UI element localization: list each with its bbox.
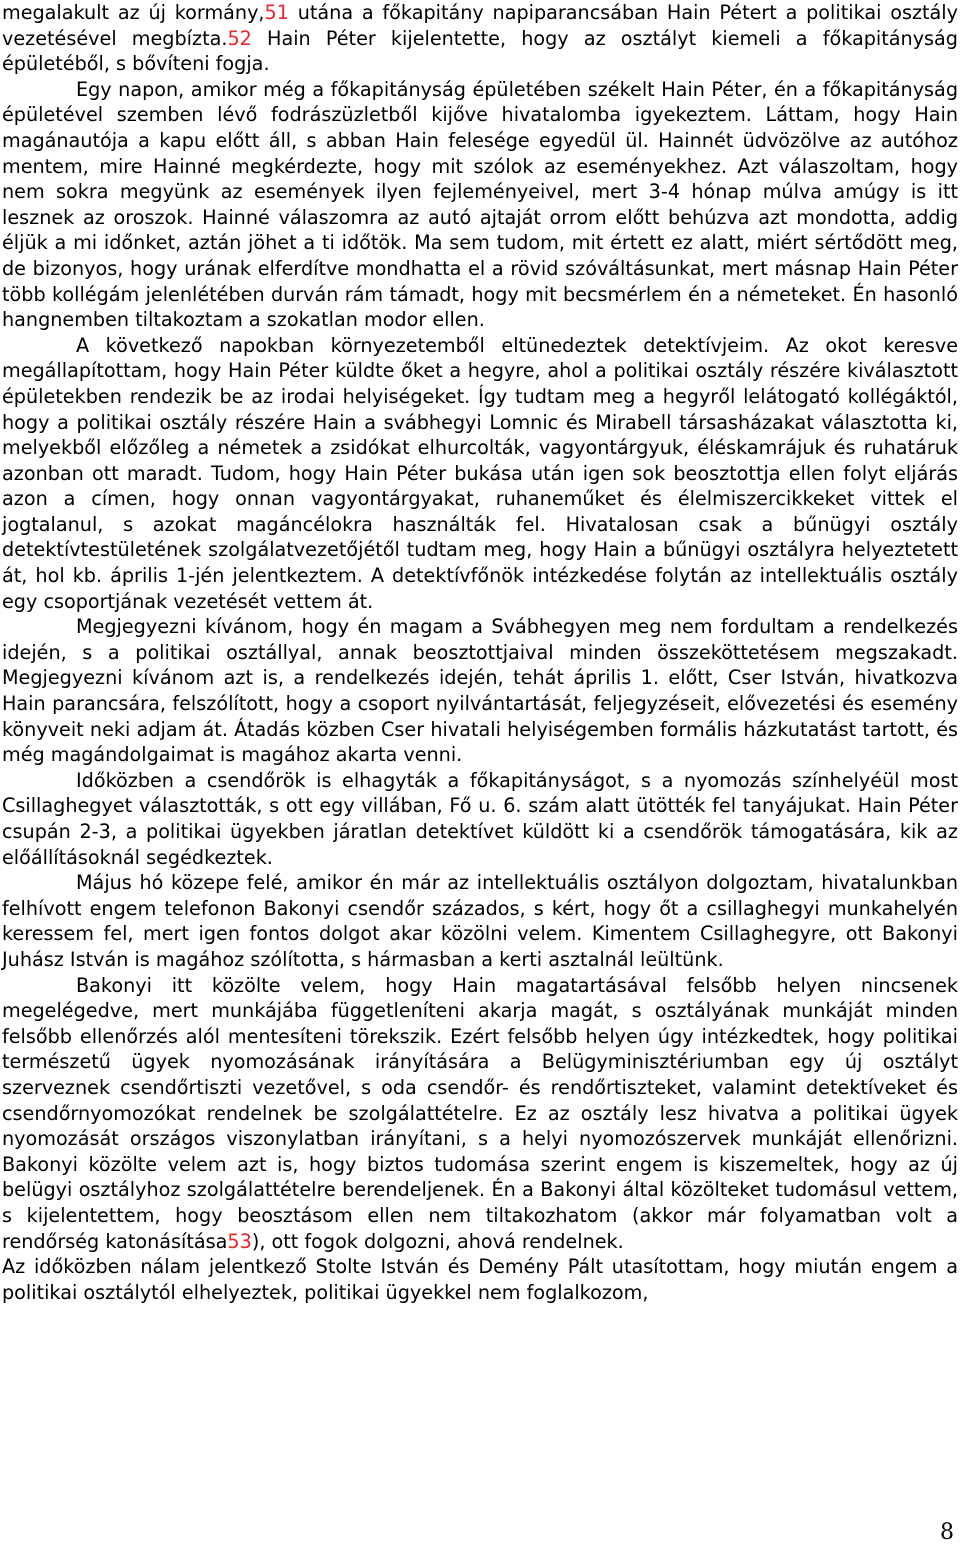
- paragraph-text: Hain Péter kijelentette, hogy az osztályt kiemeli a főkapitányság épületéből, s bővíteni fogja.: [2, 26, 958, 76]
- paragraph-text: A következő napokban környezetemből eltünedeztek detektívjeim. Az okot keresve megállapítottam, hogy Hain Péter küldte őket a hegyre, ahol a politikai osztály részére kiválasztott épületekben rendezik be az irodai helyiségeket. Így tudtam meg a hegyről lelátogató kollégáktól, hogy a politikai osztály részére Hain a svábhegyi Lomnic és Mirabell társasházakat választotta ki, melyekből előzőleg a németek a zsidókat elhurcolták, vagyontárgyuk, éléskamrájuk és ruhatáruk azonban ott maradt. Tudom, hogy Hain Péter bukása után igen sok beosztottja ellen folyt eljárás azon a címen, hogy onnan vagyontárgyakat, ruhaneműket és élelmiszercikkeket vittek el jogtalanul, s azokat magáncélokra használták fel. Hivatalosan csak a bűnügyi osztály detektívtestületének szolgálatvezetőjétől tudtam meg, hogy Hain a bűnügyi osztályra helyeztetett át, hol kb. április 1-jén jelentkeztem. A detektívfőnök intézkedése folytán az intellektuális osztály egy csoportjának vezetését vettem át.: [2, 333, 958, 613]
- paragraph: [2, 1254, 958, 1305]
- footnote-reference[interactable]: 51: [264, 1, 289, 24]
- paragraph: [2, 0, 958, 77]
- paragraph-text: Egy napon, amikor még a főkapitányság épületében székelt Hain Péter, én a főkapitányság épületével szemben lévő fodrászüzletből kijőve hivatalomba igyekeztem. Láttam, hogy Hain magánautója a kapu előtt áll, s abban Hain felesége egyedül ül. Hainnét üdvözölve az autóhoz mentem, mire Hainné megkérdezte, hogy mit szólok az eseményekhez. Azt válaszoltam, hogy nem sokra megyünk az események ilyen fejleményeivel, mert 3-4 hónap múlva amúgy is itt lesznek az oroszok. Hainné válaszomra az autó ajtaját orrom előtt behúzva azt mondotta, addig éljük a mi időnket, aztán jöhet a ti időtök. Ma sem tudom, mit értett ez alatt, miért sértődött meg, de bizonyos, hogy urának elferdítve mondhatta el a rövid szóváltásunkat, mert másnap Hain Péter több kollégám jelenlétében durván rám támadt, hogy mit becsmérlem én a németeket. Én hasonló hangnemben tiltakoztam a szokatlan modor ellen.: [2, 77, 958, 332]
- paragraph: [2, 333, 958, 615]
- paragraph: [2, 77, 958, 333]
- paragraph-text: Megjegyezni kívánom, hogy én magam a Svábhegyen meg nem fordultam a rendelkezés idején, s a politikai osztállyal, annak beosztottjaival minden összeköttetésem megszakadt. Megjegyezni kívánom azt is, a rendelkezés idején, tehát április 1. előtt, Cser István, hivatkozva Hain parancsára, felszólított, hogy a csoport nyilvántartását, feljegyzéseit, elővezetési és esemény könyveit neki adjam át. Átadás közben Cser hivatali helyiségemben formális házkutatást tartott, és még magándolgaimat is magához akarta venni.: [2, 615, 958, 767]
- paragraph-text: ), ott fogok dolgozni, ahová rendelnek.: [251, 1229, 624, 1253]
- paragraph-text: Bakonyi itt közölte velem, hogy Hain magatartásával felsőbb helyen nincsenek megelégedve, mert munkájába függetleníteni akarja magát, s osztályának munkáját minden felsőbb ellenőrzés alól mentesíteni törekszik. Ezért felsőbb helyen úgy intézkedtek, hogy politikai természetű ügyek nyomozásának irányítására a Belügyminisztériumban egy új osztályt szerveznek csendőrtiszti vezetővel, s oda csendőr- és rendőrtiszteket, valamint detektíveket és csendőrnyomozókat rendelnek be szolgálattételre. Ez az osztály lesz hivatva a politikai ügyek nyomozását országos viszonylatban irányítani, s a helyi nyomozószervek munkáját ellenőrizni. Bakonyi közölte velem azt is, hogy biztos tudomása szerint engem is kiszemeltek, hogy az új belügyi osztályhoz szolgálattételre berendeljenek. Én a Bakonyi által közölteket tudomásul vettem, s kijelentettem, hogy beosztásom ellen nem tiltakozhatom (akkor már folyamatban volt a rendőrség katonásítása: [2, 973, 958, 1253]
- paragraph-text: megalakult az új kormány,: [2, 1, 265, 24]
- page-number: 8: [940, 1520, 954, 1545]
- paragraph: [2, 614, 958, 768]
- paragraph-text: Az időközben nálam jelentkező Stolte István és Demény Pált utasítottam, hogy miután engem a politikai osztálytól elhelyeztek, politikai ügyekkel nem foglalkozom,: [2, 1255, 958, 1304]
- paragraph: [2, 768, 958, 870]
- footnote-reference[interactable]: 52: [227, 26, 252, 50]
- paragraph-text: Május hó közepe felé, amikor én már az intellektuális osztályon dolgoztam, hivatalunkban felhívott engem telefonon Bakonyi csendőr százados, s kért, hogy őt a csillaghegyi munkahelyén keressem fel, mert igen fontos dolgot akar közölni velem. Kimentem Csillaghegyre, ott Bakonyi Juhász István is magához szólította, s hármasban a kerti asztalnál leültünk.: [2, 871, 958, 971]
- paragraph: [2, 973, 958, 1255]
- footnote-reference[interactable]: 53: [227, 1229, 252, 1253]
- paragraph: [2, 870, 958, 972]
- paragraph-text: Időközben a csendőrök is elhagyták a főkapitányságot, s a nyomozás színhelyéül most Csillaghegyet választották, s ott egy villában, Fő u. 6. szám alatt ütötték fel tanyájukat. Hain Péter csupán 2-3, a politikai ügyekben járatlan detektívet küldött ki a csendőrök támogatására, kik az előállításoknál segédkeztek.: [2, 768, 958, 869]
- paragraph-text: utána a főkapitány napiparancsában Hain Pétert a politikai osztály vezetésével megbízta.: [2, 1, 958, 50]
